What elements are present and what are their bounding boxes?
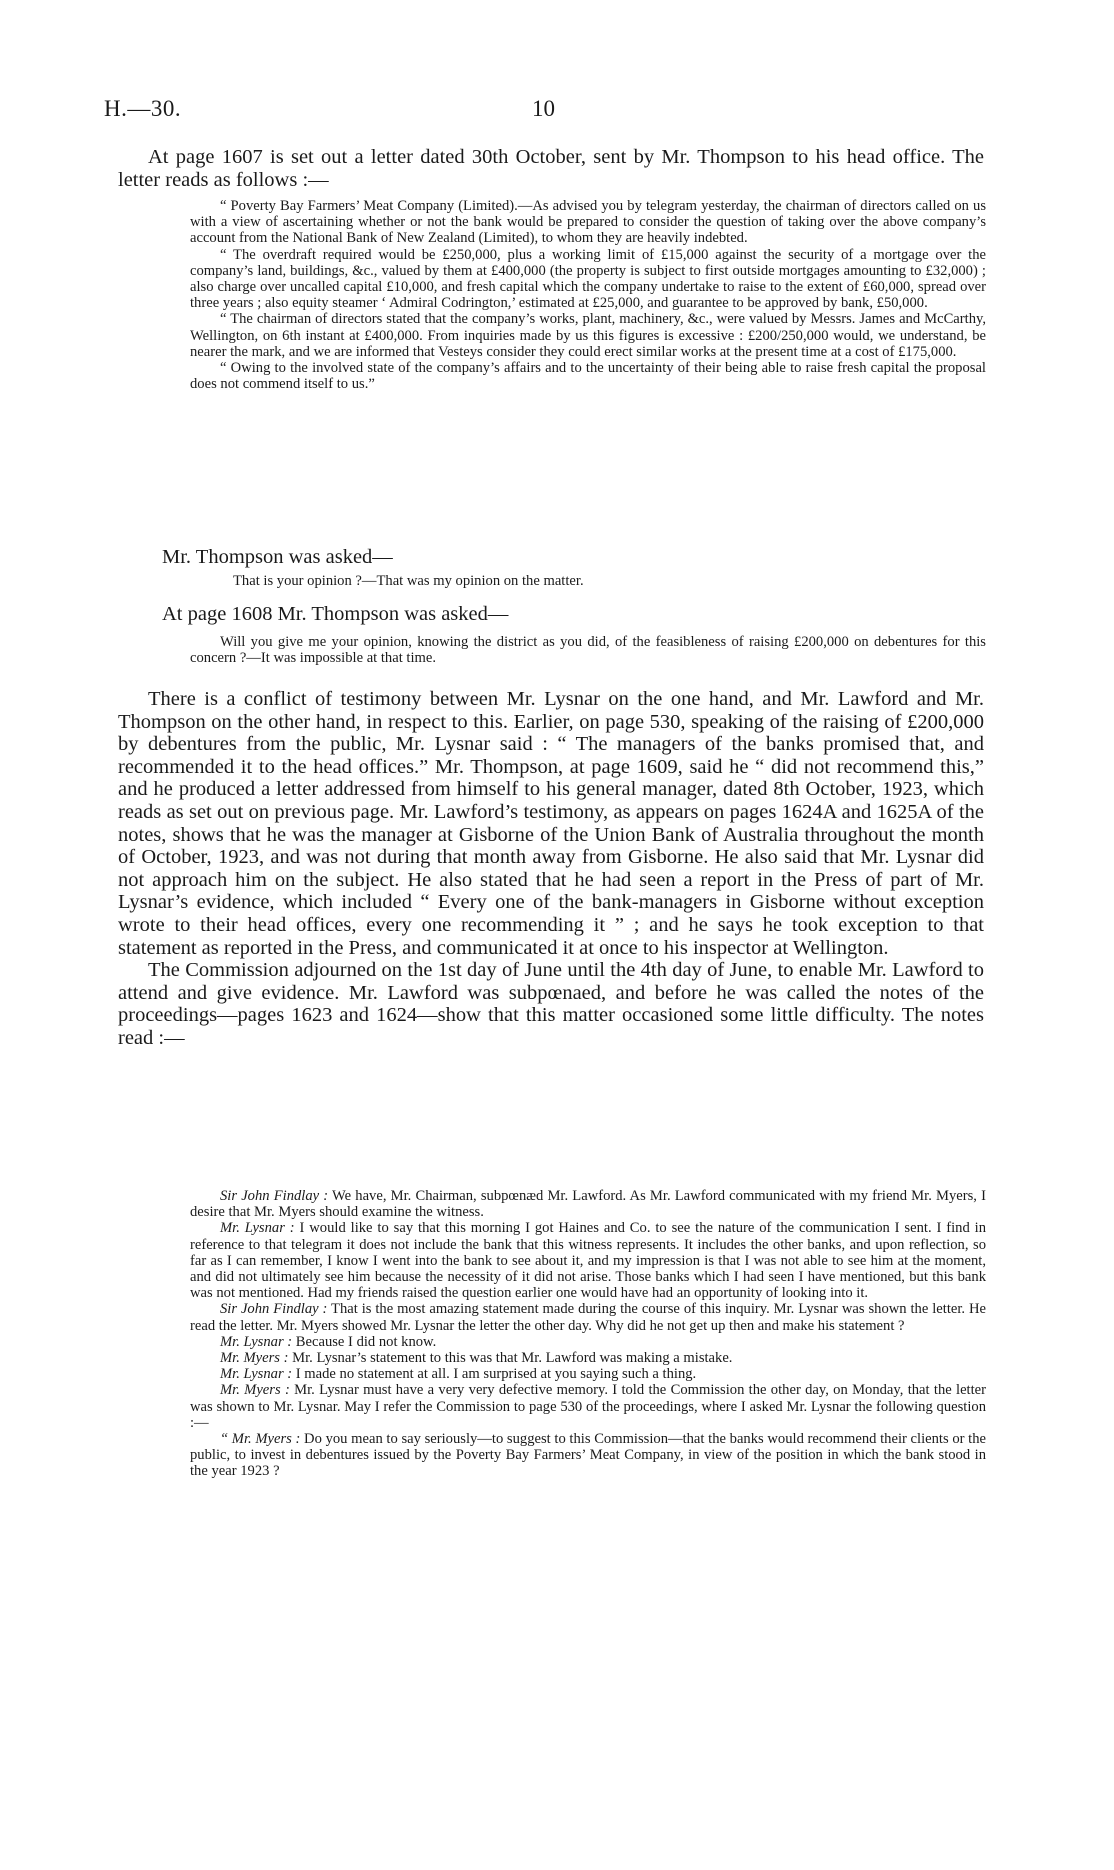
page-number: 10 <box>532 96 555 121</box>
main-body <box>118 688 984 1050</box>
asked-heading-2: At page 1608 Mr. Thompson was asked— <box>162 603 509 625</box>
speaker-name: Sir John Findlay : <box>220 1188 329 1204</box>
speech-text: We have, Mr. Chairman, subpœnæd Mr. Lawford. As Mr. Lawford communicated with my friend Mr. Myers, I desire that Mr. Myers should examine the witness. <box>190 1188 986 1221</box>
transcript-entry <box>190 1366 986 1382</box>
speech-text: Mr. Lysnar must have a very very defective memory. I told the Commission the other day, on Monday, that the letter was shown to Mr. Lysnar. May I refer the Commission to page 530 of the proceedings, where I asked Mr. Lysnar the following question :— <box>190 1382 986 1431</box>
speaker-name: “ Mr. Myers : <box>220 1431 301 1448</box>
main-paragraph: The Commission adjourned on the 1st day of June until the 4th day of June, to enable Mr. Lawford to attend and give evidence. Mr. Lawford was subpœnaed, and before he was called the notes of the proceedings—pages 1623 and 1624—show that this matter occasioned some little difficulty. The notes read :— <box>118 959 984 1049</box>
letter-paragraph: “ The overdraft required would be £250,000, plus a working limit of £15,000 against the security of a mortgage over the company’s land, buildings, &c., valued by them at £400,000 (the property is subject to first outside mortgages amounting to £32,000) ; also charge over uncalled capital £10,000, and fresh capital which the company undertake to raise to the extent of £60,000, spread over three years ; also equity steamer ‘ Admiral Codrington,’ estimated at £25,000, and guarantee to be approved by bank, £50,000. <box>190 246 986 312</box>
letter-paragraph: “ The chairman of directors stated that the company’s works, plant, machinery, &c., were valued by Messrs. James and McCarthy, Wellington, on 6th instant at £400,000. From inquiries made by us this figures is excessive : £200/250,000 would, we understand, be nearer the mark, and we are informed that Vesteys consider they could erect similar works at the present time at a cost of £175,000. <box>190 311 986 360</box>
answer-1: That is your opinion ?—That was my opinion on the matter. <box>233 573 584 589</box>
speech-text: Do you mean to say seriously—to suggest to this Commission—that the banks would recommend their clients or the public, to invest in debentures issued by the Poverty Bay Farmers’ Meat Company, in view of the position in which the bank stood in the year 1923 ? <box>190 1431 986 1480</box>
asked-heading-1: Mr. Thompson was asked— <box>162 546 393 568</box>
answer-2-block <box>190 634 986 666</box>
speaker-name: Mr. Lysnar : <box>220 1220 295 1237</box>
speaker-name: Sir John Findlay : <box>220 1301 328 1318</box>
transcript-entry <box>190 1220 986 1301</box>
answer-2: Will you give me your opinion, knowing the district as you did, of the feasibleness of raising £200,000 on debentures for this concern ?—It was impossible at that time. <box>190 634 986 667</box>
speaker-name: Mr. Lysnar : <box>220 1366 293 1383</box>
transcript-entry <box>190 1188 986 1220</box>
speaker-name: Mr. Myers : <box>220 1350 289 1367</box>
intro-paragraph <box>118 146 984 191</box>
intro-text: At page 1607 is set out a letter dated 30th October, sent by Mr. Thompson to his head office. The letter reads as follows :— <box>118 146 984 191</box>
transcript-entry <box>190 1382 986 1431</box>
speech-text: I would like to say that this morning I got Haines and Co. to see the nature of the communication I sent. I find in reference to that telegram it does not include the bank that this witness represents. It includes the other banks, and upon reflection, so far as I can remember, I know I went into the bank to see about it, and my impression is that I was not able to see him at the moment, and did not ultimately see him because the necessity of it did not arise. Those banks which I had seen I have mentioned, but this bank was not mentioned. Had my friends raised the question earlier one would have had an opportunity of looking into it. <box>190 1220 986 1302</box>
transcript-entry <box>190 1301 986 1333</box>
speech-text: That is the most amazing statement made during the course of this inquiry. Mr. Lysnar was shown the letter. He read the letter. Mr. Myers showed Mr. Lysnar the letter the other day. Why did he not get up then and make his statement ? <box>190 1301 986 1334</box>
speech-text: I made no statement at all. I am surprised at you saying such a thing. <box>292 1366 697 1383</box>
transcript-entry <box>190 1431 986 1480</box>
quoted-letter <box>190 198 986 392</box>
letter-paragraph: “ Owing to the involved state of the company’s affairs and to the uncertainty of their being able to raise fresh capital the proposal does not commend itself to us.” <box>190 360 986 393</box>
proceedings-transcript <box>190 1188 986 1480</box>
document-reference: H.—30. <box>104 96 182 121</box>
speech-text: Because I did not know. <box>292 1333 437 1350</box>
speaker-name: Mr. Lysnar : <box>220 1333 293 1350</box>
speaker-name: Mr. Myers : <box>220 1382 290 1399</box>
transcript-entry <box>190 1334 986 1350</box>
main-paragraph: There is a conflict of testimony between Mr. Lysnar on the one hand, and Mr. Lawford and Mr. Thompson on the other hand, in respect to this. Earlier, on page 530, speaking of the raising of £200,000 by debentures from the public, Mr. Lysnar said : “ The managers of the banks promised that, and recommended it to the head offices.” Mr. Thompson, at page 1609, said he “ did not recommend this,” and he produced a letter addressed from himself to his general manager, dated 8th October, 1923, which reads as set out on previous page. Mr. Lawford’s testimony, as appears on pages 1624A and 1625A of the notes, shows that he was the manager at Gisborne of the Union Bank of Australia throughout the month of October, 1923, and was not during that month away from Gisborne. He also said that Mr. Lysnar did not approach him on the subject. He also stated that he had seen a report in the Press of part of Mr. Lysnar’s evidence, which included “ Every one of the bank-managers in Gisborne without exception wrote to their head offices, every one recommending it ” ; and he says he took exception to that statement as reported in the Press, and communicated it at once to his inspector at Wellington. <box>118 688 984 959</box>
transcript-entry <box>190 1350 986 1366</box>
letter-paragraph: “ Poverty Bay Farmers’ Meat Company (Limited).—As advised you by telegram yesterday, the chairman of directors called on us with a view of ascertaining whether or not the bank would be prepared to consider the question of taking over the above company’s account from the National Bank of New Zealand (Limited), to whom they are heavily indebted. <box>190 198 986 247</box>
speech-text: Mr. Lysnar’s statement to this was that Mr. Lawford was making a mistake. <box>288 1350 733 1367</box>
